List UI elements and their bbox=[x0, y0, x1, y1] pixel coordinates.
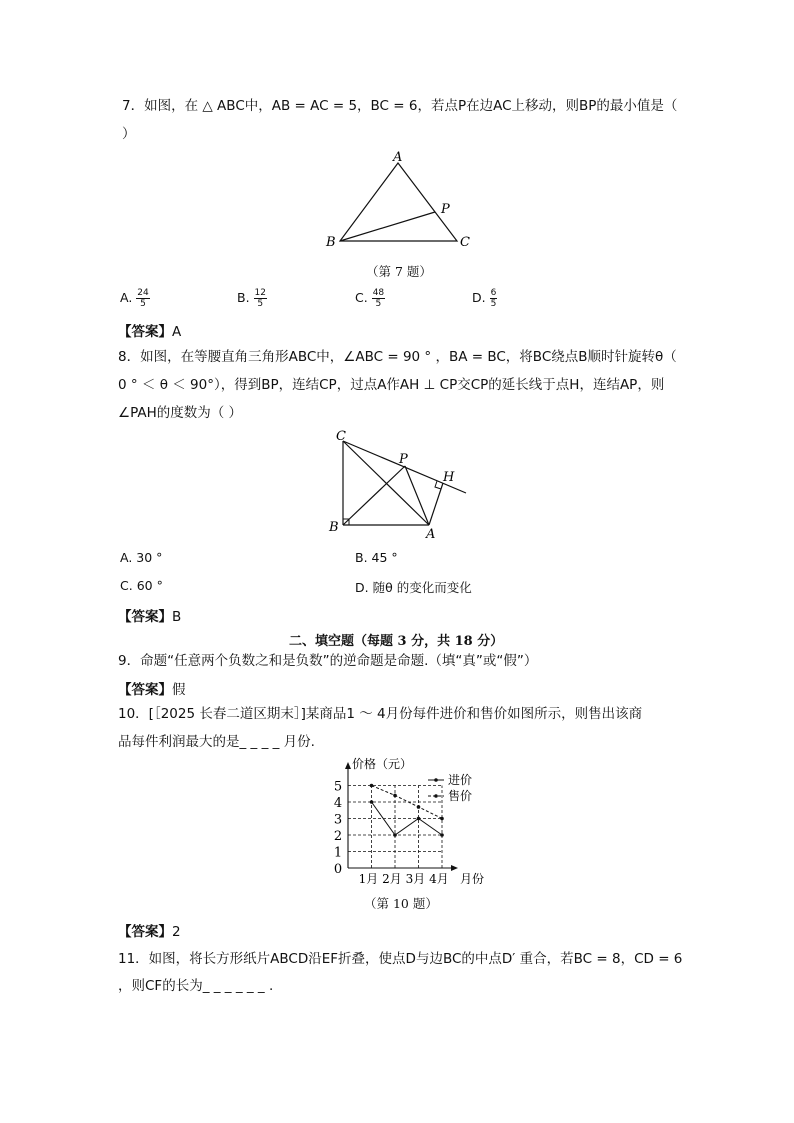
legend-label: 售价 bbox=[448, 789, 473, 803]
segment-bp bbox=[340, 212, 435, 241]
label-b: B bbox=[326, 235, 336, 250]
q7-text-line1: 7．如图，在 △ ABC中，AB = AC = 5，BC = 6，若点P在边AC上移动，则BP的最小值是（ bbox=[122, 98, 678, 114]
q8-text-line1: 8．如图，在等腰直角三角形ABC中，∠ABC = 90 ° ，BA = BC，将BC绕点B顺时针旋转θ（ bbox=[118, 349, 677, 365]
q10-answer bbox=[118, 920, 181, 940]
q8-option-d[interactable]: D. 随θ 的变化而变化 bbox=[355, 580, 472, 595]
y-tick-label: 0 bbox=[333, 862, 343, 877]
segment-pa bbox=[405, 466, 429, 525]
q8-option-a[interactable]: A. 30 ° bbox=[120, 550, 163, 565]
x-tick-label: 2月 bbox=[382, 872, 402, 886]
segment-bp bbox=[343, 466, 405, 525]
q8-option-b[interactable]: B. 45 ° bbox=[355, 550, 398, 565]
y-tick-label: 4 bbox=[333, 796, 343, 811]
q7-option-a[interactable]: A. $\frac{24}{5}$ bbox=[120, 288, 149, 309]
label-a: A bbox=[393, 150, 403, 165]
section-title: 二、填空题（每题 3 分，共 18 分） bbox=[289, 634, 504, 649]
data-point bbox=[417, 817, 421, 821]
x-tick-label: 4月 bbox=[429, 872, 449, 886]
label-c: C bbox=[336, 429, 346, 444]
legend-marker bbox=[434, 794, 438, 798]
x-tick-label: 3月 bbox=[405, 872, 426, 886]
answer-value: A bbox=[172, 324, 182, 340]
series-line-2 bbox=[372, 786, 443, 819]
price-line-chart bbox=[310, 756, 490, 888]
q10-text-line1: 10．[［2025 长春二道区期末］]某商品1 ～ 4月份每件进价和售价如图所示，则售出该商 bbox=[118, 706, 643, 722]
label-a: A bbox=[426, 527, 436, 542]
q7-figure-caption: （第 7 题） bbox=[366, 264, 432, 279]
triangle-abc bbox=[340, 163, 457, 241]
q11-text-line1: 11．如图，将长方形纸片ABCD沿EF折叠，使点D与边BC的中点D′ 重合，若BC = 8，CD = 6 bbox=[118, 951, 683, 967]
y-tick-label: 3 bbox=[333, 812, 343, 828]
y-axis-arrow bbox=[345, 762, 351, 769]
q7-answer bbox=[118, 320, 181, 340]
q10-text-line2: 品每件利润最大的是_ _ _ _ 月份. bbox=[118, 734, 315, 750]
legend-marker bbox=[434, 778, 438, 782]
answer-tag: 【答案】 bbox=[118, 324, 172, 340]
y-tick-label: 2 bbox=[333, 829, 343, 844]
q7-option-d[interactable]: D. $\frac{6}{5}$ bbox=[472, 288, 497, 309]
data-point bbox=[440, 833, 444, 837]
data-point bbox=[393, 833, 397, 837]
data-point bbox=[393, 794, 397, 798]
q7-text-line2: ） bbox=[122, 126, 136, 142]
q7-triangle-figure bbox=[318, 148, 478, 252]
data-point bbox=[417, 805, 421, 809]
q8-text-line3: ∠PAH的度数为（ ） bbox=[118, 405, 243, 421]
label-p: P bbox=[399, 452, 408, 467]
y-tick-label: 5 bbox=[333, 779, 343, 795]
label-p: P bbox=[441, 202, 450, 217]
data-point bbox=[440, 817, 444, 821]
q7-option-b[interactable]: B. $\frac{12}{5}$ bbox=[237, 288, 266, 309]
answer-value: 2 bbox=[172, 924, 181, 940]
q9-text: 9．命题“任意两个负数之和是负数”的逆命题是命题.（填“真”或“假”） bbox=[118, 653, 538, 669]
q8-answer bbox=[118, 605, 181, 625]
answer-tag: 【答案】 bbox=[118, 682, 172, 698]
q8-text-line2: 0 ° ＜ θ ＜ 90°），得到BP，连结CP，过点A作AH ⊥ CP交CP的延长线于点H，连结AP，则 bbox=[118, 377, 665, 393]
x-tick-label: 1月 bbox=[358, 872, 379, 886]
answer-value: B bbox=[172, 609, 182, 625]
data-point bbox=[370, 784, 374, 788]
q7-option-c[interactable]: C. $\frac{48}{5}$ bbox=[355, 288, 385, 309]
q10-figure-caption: （第 10 题） bbox=[364, 896, 438, 911]
data-point bbox=[370, 800, 374, 804]
answer-value: 假 bbox=[172, 682, 186, 698]
y-axis-label: 价格（元） bbox=[352, 757, 413, 771]
answer-tag: 【答案】 bbox=[118, 609, 172, 625]
q9-answer bbox=[118, 678, 186, 698]
q11-text-line2: ，则CF的长为_ _ _ _ _ _ . bbox=[118, 978, 274, 994]
label-c: C bbox=[460, 235, 470, 250]
label-b: B bbox=[329, 520, 339, 535]
x-axis-arrow bbox=[451, 865, 458, 871]
series-line-1 bbox=[372, 802, 443, 835]
x-axis-label: 月份 bbox=[460, 872, 485, 886]
answer-tag: 【答案】 bbox=[118, 924, 172, 940]
legend-label: 进价 bbox=[448, 773, 473, 787]
y-tick-label: 1 bbox=[333, 845, 343, 861]
q8-geometry-figure bbox=[326, 428, 476, 542]
q8-option-c[interactable]: C. 60 ° bbox=[120, 578, 163, 593]
label-h: H bbox=[443, 470, 455, 485]
